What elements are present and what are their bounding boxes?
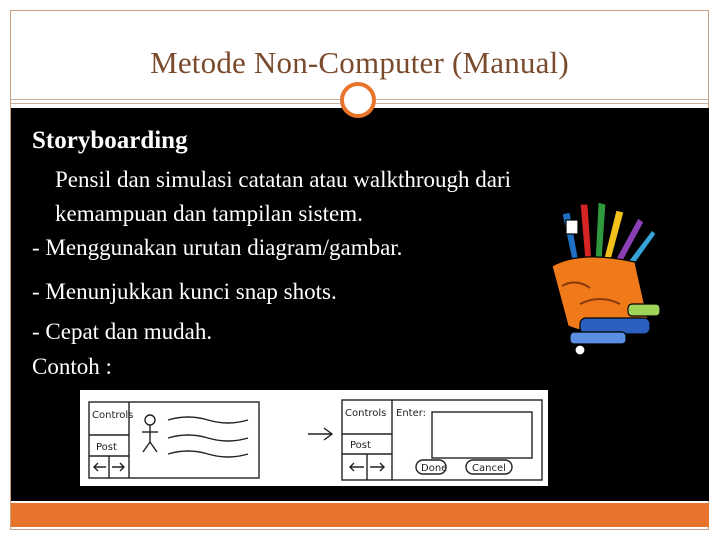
body-line: Pensil dan simulasi catatan atau walkthrough dari — [55, 167, 512, 192]
body-line: - Menggunakan urutan diagram/gambar. — [32, 235, 403, 260]
body-line: - Cepat dan mudah. — [32, 319, 213, 344]
body-line: kemampuan dan tampilan sistem. — [55, 201, 363, 226]
sketch-cancel-label: Cancel — [472, 463, 506, 474]
slide-title: Metode Non-Computer (Manual) — [150, 45, 569, 80]
section-heading: Storyboarding — [32, 127, 188, 154]
sketch-controls-label: Controls — [345, 408, 387, 419]
sketch-post-label: Post — [350, 440, 371, 451]
ring-decoration — [340, 82, 376, 118]
pencil-cup-icon — [540, 200, 665, 365]
storyboard-sketch — [80, 390, 548, 486]
footer-bar — [11, 503, 709, 527]
body-line: Contoh : — [32, 354, 112, 379]
sketch-post-label: Post — [96, 442, 117, 453]
sketch-enter-label: Enter: — [396, 408, 427, 419]
sketch-done-label: Done — [421, 463, 448, 474]
sketch-controls-label: Controls — [92, 410, 134, 421]
body-line: - Menunjukkan kunci snap shots. — [32, 279, 337, 304]
